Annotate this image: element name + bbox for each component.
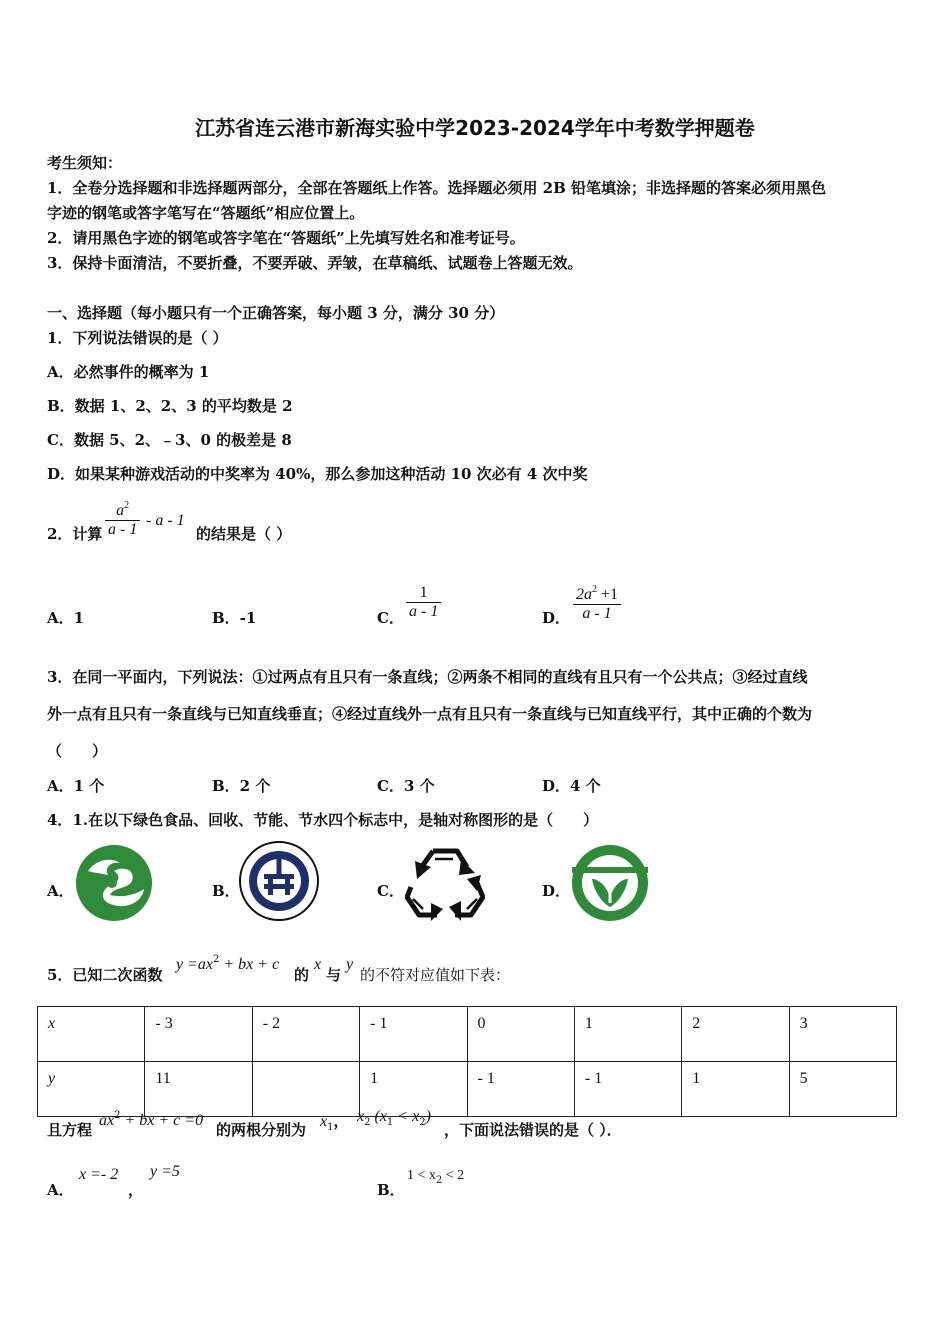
q2-d-num-sup: 2 <box>592 584 597 595</box>
notice-heading: 考生须知： <box>47 154 123 172</box>
q4-option-a-label: A． <box>47 882 74 900</box>
q5-eq-sup: 2 <box>114 1110 121 1121</box>
q5-root-x1 <box>320 1110 349 1133</box>
table-row-y <box>38 1062 897 1117</box>
q5-equation <box>99 1110 203 1130</box>
notice-line-1b: 字迹的钢笔或答字笔写在“答题纸”相应位置上。 <box>47 204 365 222</box>
q5-comma: ， <box>333 1112 349 1130</box>
table-cell: - 2 <box>252 1007 359 1062</box>
energy-saving-logo-icon <box>238 840 320 922</box>
q5-function <box>176 954 279 974</box>
q5-b-expr-b: < 2 <box>442 1168 465 1183</box>
q5-x1-sub: 1 <box>327 1122 334 1133</box>
q5-line2-suffix: ，下面说法错误的是（ ）． <box>444 1121 622 1139</box>
table-row-x <box>38 1007 897 1062</box>
q1-option-c: C．数据 5、2、﹣3、0 的极差是 8 <box>47 431 292 449</box>
q2-d-num-b: +1 <box>597 586 619 603</box>
q5-option-a-comma: ， <box>128 1181 144 1199</box>
q5-b-expr-a: 1 < x <box>407 1168 436 1183</box>
q1-stem: 1．下列说法错误的是（ ） <box>47 329 228 347</box>
q2-option-b: B．-1 <box>212 609 257 627</box>
q2-option-d-label: D． <box>542 609 571 627</box>
q5-option-b-label: B． <box>377 1181 405 1199</box>
q5-x-var: x <box>314 956 322 973</box>
q2-option-c-label: C． <box>377 609 404 627</box>
q2-c-den: a - 1 <box>406 602 441 621</box>
q5-paren-open: (x <box>370 1108 387 1125</box>
q5-line2-prefix: 且方程 <box>47 1121 93 1139</box>
q4-stem: 4．1.在以下绿色食品、回收、节能、节水四个标志中，是轴对称图形的是（ ） <box>47 811 599 829</box>
q1-option-a: A．必然事件的概率为 1 <box>47 363 210 381</box>
q2-prefix: 2．计算 <box>47 525 103 543</box>
q5-x2-sub: 2 <box>364 1117 371 1128</box>
q1-option-b: B．数据 1、2、2、3 的平均数是 2 <box>47 397 293 415</box>
table-cell: - 3 <box>145 1007 252 1062</box>
table-cell: 2 <box>682 1007 789 1062</box>
section-heading: 一、选择题（每小题只有一个正确答案，每小题 3 分，满分 30 分） <box>47 304 505 322</box>
table-cell: 0 <box>467 1007 574 1062</box>
q3-line-1: 3．在同一平面内，下列说法：①过两点有且只有一条直线；②两条不相同的直线有且只有一个公共点；③经过直线 <box>47 668 808 686</box>
q2-c-num: 1 <box>419 584 428 601</box>
q3-line-3: （ ） <box>47 742 108 760</box>
q4-option-b-label: B． <box>212 882 240 900</box>
q5-eq: ax <box>99 1112 115 1129</box>
table-cell: - 1 <box>574 1062 681 1117</box>
q5-option-b-expr <box>407 1164 464 1186</box>
q3-line-2: 外一点有且只有一条直线与已知直线垂直；④经过直线外一点有且只有一条直线与已知直线平行，其中正确的个数为 <box>47 705 813 723</box>
table-cell <box>252 1062 359 1117</box>
q5-root-x2 <box>357 1106 431 1128</box>
q2-suffix: 的结果是（ ） <box>196 525 292 543</box>
table-cell: 3 <box>789 1007 896 1062</box>
q2-option-d-fraction <box>573 584 621 623</box>
q5-x2: x <box>357 1108 365 1125</box>
q3-option-c: C．3 个 <box>377 777 435 795</box>
q5-p-sub2: 2 <box>419 1117 426 1128</box>
q5-suffix: 的不符对应值如下表： <box>360 966 511 984</box>
table-cell: 5 <box>789 1062 896 1117</box>
q5-option-a-expr2: y =5 <box>150 1163 180 1180</box>
q2-frac-num: a <box>116 502 125 519</box>
q5-line2-mid: 的两根分别为 <box>216 1121 307 1139</box>
table-cell: x <box>38 1007 145 1062</box>
water-saving-logo-icon <box>570 843 650 923</box>
q5-mid2: 与 <box>326 966 342 984</box>
recycle-logo-icon <box>405 845 485 921</box>
notice-line-2: 2．请用黑色字迹的钢笔或答字笔在“答题纸”上先填写姓名和准考证号。 <box>47 229 525 247</box>
q2-expr-tail: - a - 1 <box>146 512 185 529</box>
table-cell: 1 <box>682 1062 789 1117</box>
q5-option-a-label: A． <box>47 1181 74 1199</box>
q3-option-d: D．4 个 <box>542 777 601 795</box>
table-cell: 1 <box>360 1062 467 1117</box>
q2-option-a: A．1 <box>47 609 85 627</box>
q4-option-c-label: C． <box>377 882 404 900</box>
q5-prefix: 5．已知二次函数 <box>47 966 163 984</box>
q5-paren-lt: < x <box>393 1108 420 1125</box>
q1-option-d: D．如果某种游戏活动的中奖率为 40%，那么参加这种活动 10 次必有 4 次中奖 <box>47 465 588 483</box>
q5-func-tail: + bx + c <box>219 956 280 973</box>
green-food-logo-icon <box>74 843 154 923</box>
q3-option-b: B．2 个 <box>212 777 271 795</box>
q2-fraction <box>105 500 140 539</box>
q5-x1: x <box>320 1113 328 1130</box>
q5-eq-tail: + bx + c =0 <box>120 1112 204 1129</box>
q2-option-c-fraction <box>406 584 441 621</box>
q2-d-den: a - 1 <box>573 604 621 623</box>
q5-b-sub: 2 <box>435 1175 443 1186</box>
table-cell: 11 <box>145 1062 252 1117</box>
notice-line-1a: 1．全卷分选择题和非选择题两部分，全部在答题纸上作答。选择题必须用 2B 铅笔填涂；非选择题的答案必须用黑色 <box>47 179 827 197</box>
q2-frac-den: a - 1 <box>105 520 140 539</box>
notice-line-3: 3．保持卡面清洁，不要折叠，不要弄破、弄皱，在草稿纸、试题卷上答题无效。 <box>47 254 583 272</box>
q5-mid1: 的 <box>294 966 310 984</box>
q5-y-var: y <box>346 956 354 973</box>
value-table <box>37 1006 897 1117</box>
q2-frac-num-sup: 2 <box>124 500 130 511</box>
table-cell: - 1 <box>467 1062 574 1117</box>
q3-option-a: A．1 个 <box>47 777 105 795</box>
q4-option-d-label: D． <box>542 882 571 900</box>
q5-func: y =ax <box>176 956 213 973</box>
q5-p-sub1: 1 <box>386 1117 394 1128</box>
q5-option-a-expr1: x =- 2 <box>79 1166 119 1183</box>
q5-paren-close: ) <box>425 1108 431 1125</box>
page-title: 江苏省连云港市新海实验中学2023-2024学年中考数学押题卷 <box>195 116 755 140</box>
q5-func-sup: 2 <box>213 954 220 965</box>
q2-d-num-a: 2a <box>576 586 592 603</box>
table-cell: 1 <box>574 1007 681 1062</box>
table-cell: - 1 <box>360 1007 467 1062</box>
table-cell: y <box>38 1062 145 1117</box>
